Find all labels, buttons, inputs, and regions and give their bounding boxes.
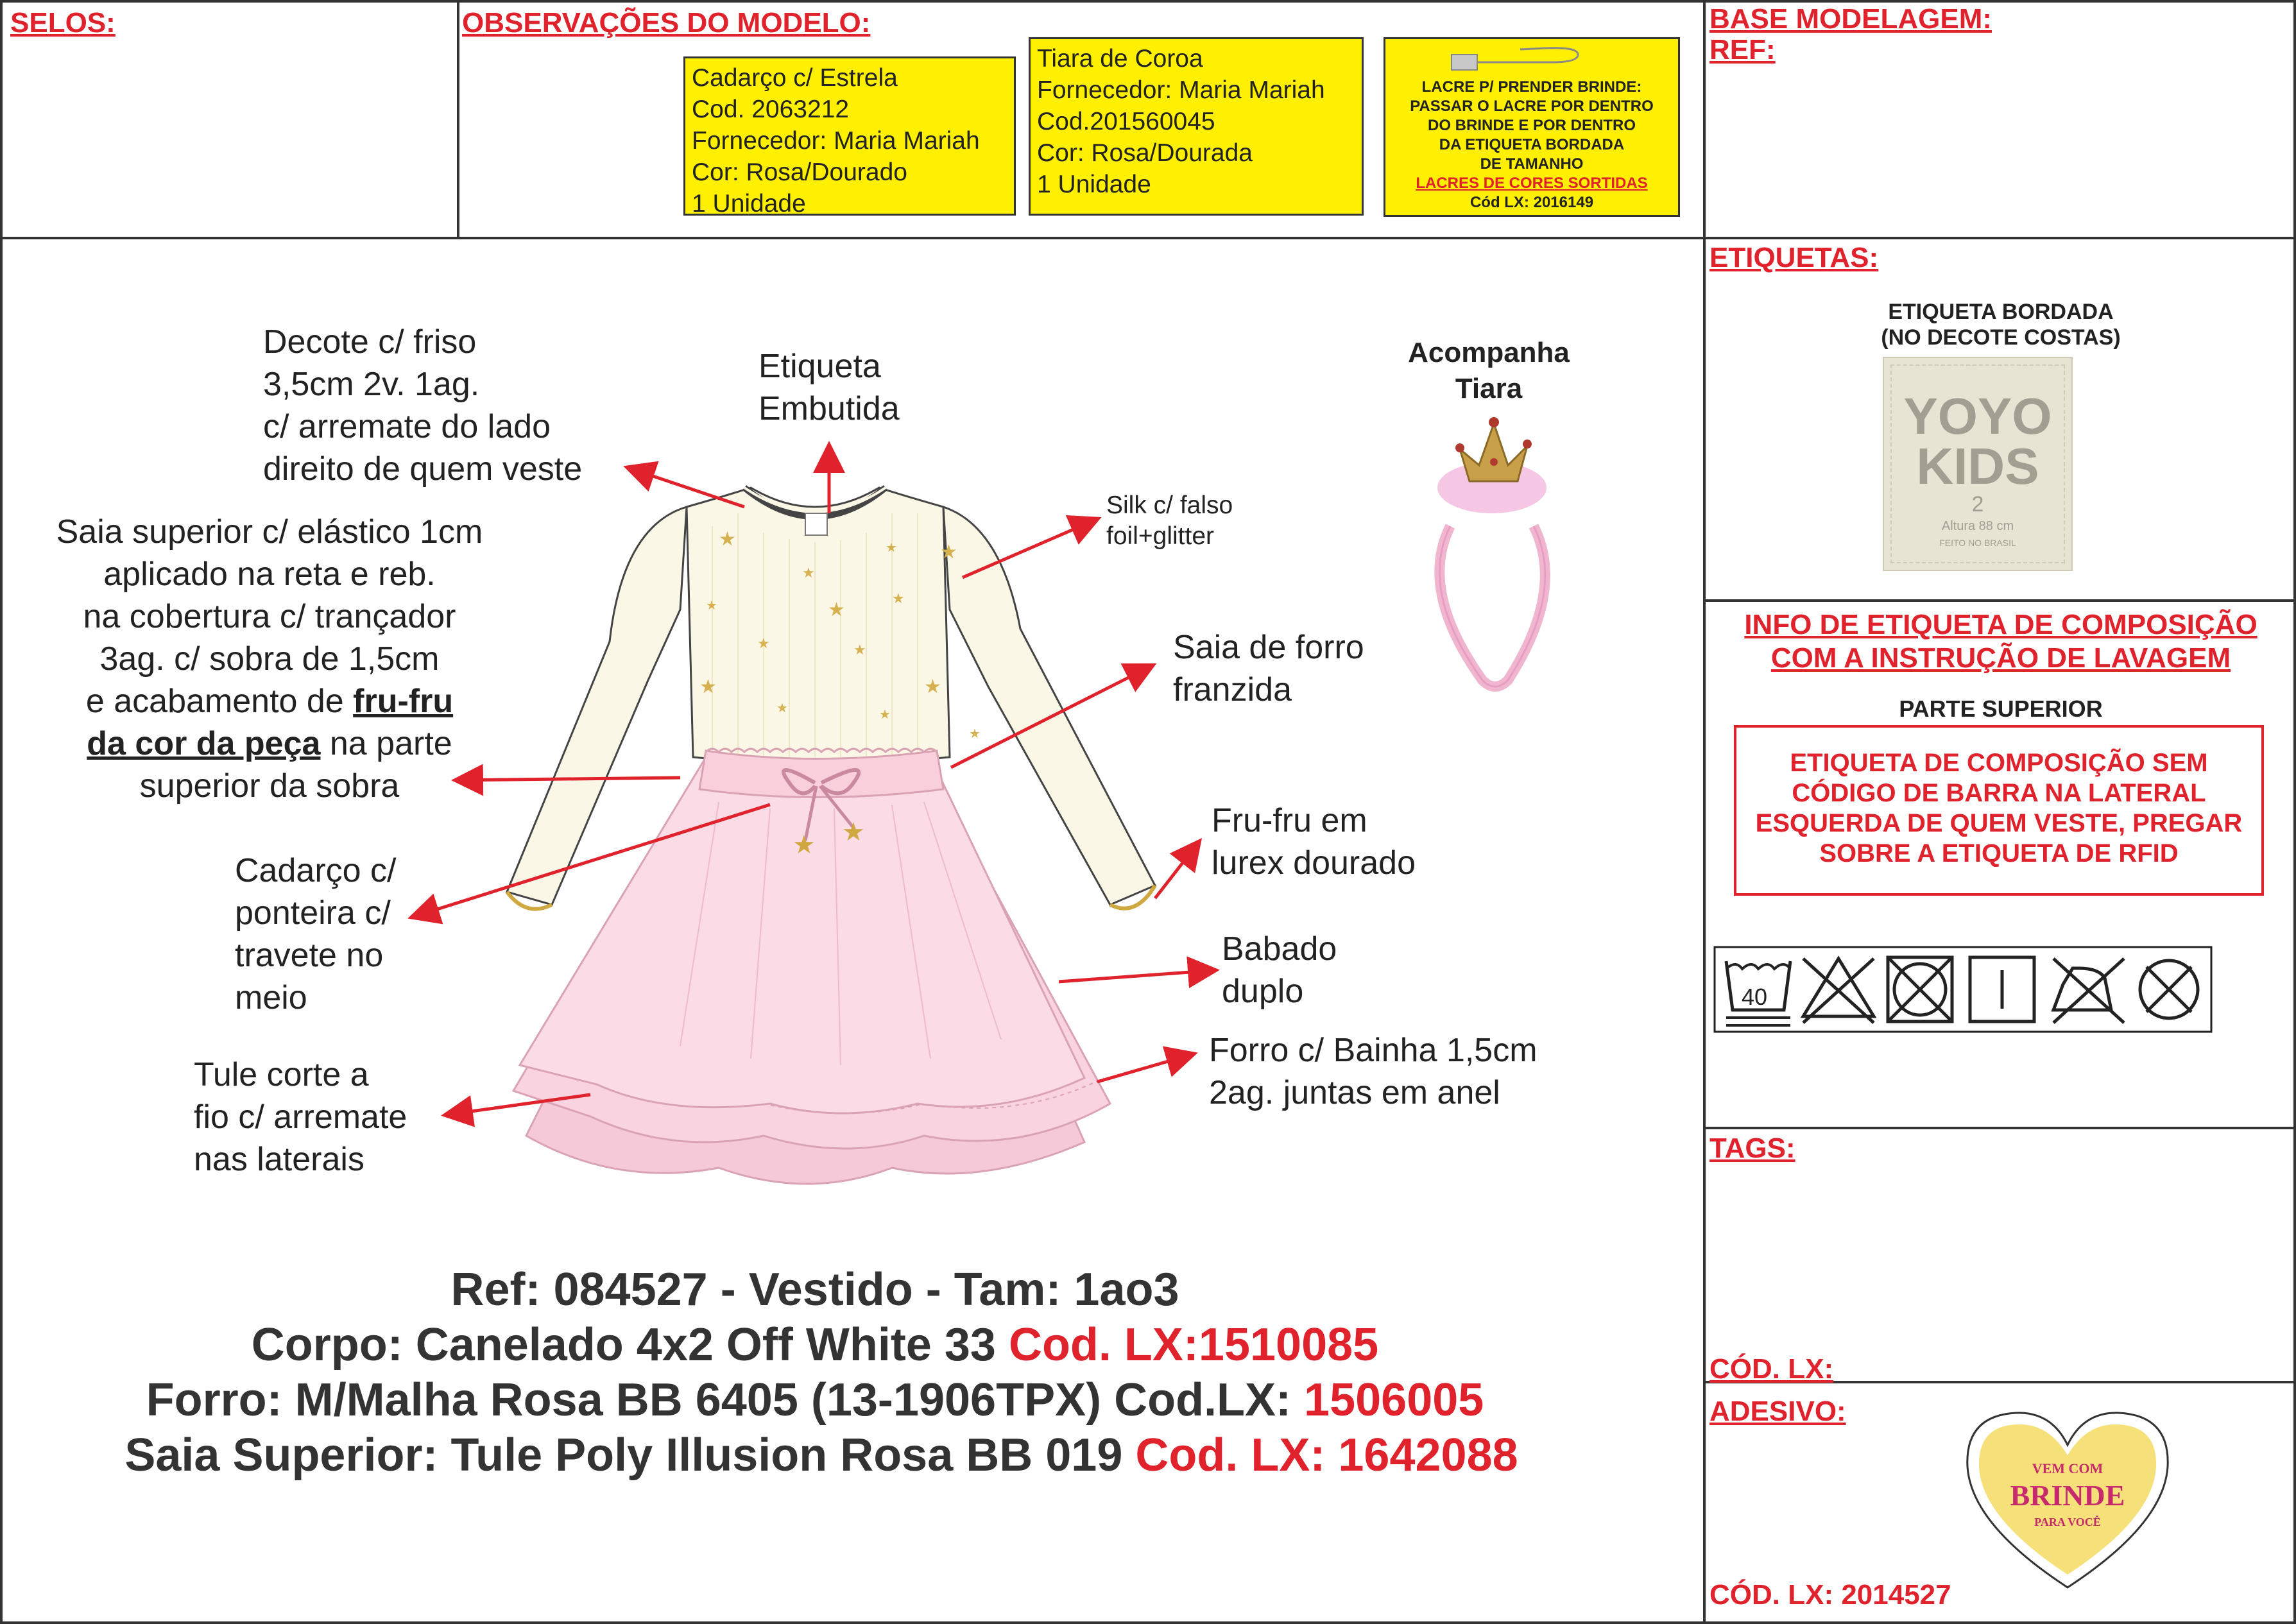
selos-header: SELOS:: [10, 7, 116, 38]
lacre-line: LACRE P/ PRENDER BRINDE:: [1421, 78, 1642, 96]
etiquetas-header: ETIQUETAS:: [1709, 242, 1879, 273]
cod-lx-header: CÓD. LX:: [1709, 1353, 1834, 1385]
no-bleach-icon: [1803, 959, 1874, 1023]
annotation-saia-superior: Saia superior c/ elástico 1cm aplicado na reta e reb. na cobertura c/ trançador 3ag. c/ sobra de 1,5cm e acabamento de fru-fru da cor da peça na parte superior da sobra: [56, 513, 483, 805]
lacre-line: DE TAMANHO: [1480, 155, 1584, 173]
arrow-tule: [444, 1095, 590, 1115]
observacoes-header: OBSERVAÇÕES DO MODELO:: [462, 7, 871, 38]
svg-text:★: ★: [940, 542, 957, 563]
tiara-note-line: Tiara de Coroa: [1037, 45, 1203, 73]
svg-text:★: ★: [892, 590, 905, 606]
annotation-saia-forro: Saia de forro franzida: [1173, 629, 1364, 708]
spec-ref: Ref: 084527 - Vestido - Tam: 1ao3: [450, 1264, 1179, 1315]
tiara-note-line: Cor: Rosa/Dourada: [1037, 139, 1253, 167]
svg-text:★: ★: [886, 541, 897, 555]
cadarco-note-line: Cor: Rosa/Dourado: [692, 158, 907, 186]
adesivo-cod: CÓD. LX: 2014527: [1709, 1579, 1951, 1611]
no-dry-clean-icon: [2140, 961, 2198, 1018]
cadarco-note-line: Fornecedor: Maria Mariah: [692, 127, 980, 155]
svg-text:★: ★: [776, 701, 788, 715]
lacre-line: PASSAR O LACRE POR DENTRO: [1410, 98, 1654, 115]
label-height: Altura 88 cm: [1941, 519, 2014, 533]
arrow-silk: [963, 518, 1099, 577]
svg-text:★: ★: [757, 635, 770, 651]
lacre-line-red: LACRES DE CORES SORTIDAS: [1416, 175, 1648, 192]
arrow-cadarco: [411, 805, 770, 918]
svg-text:★: ★: [792, 831, 816, 859]
annotation-acompanha: Acompanha Tiara: [1408, 337, 1570, 404]
spec-corpo: Corpo: Canelado 4x2 Off White 33 Cod. LX:1510085: [251, 1319, 1379, 1371]
ref-header: REF:: [1709, 34, 1776, 65]
label-size: 2: [1971, 492, 1984, 517]
wash-temp: 40: [1742, 984, 1768, 1010]
arrow-decote: [626, 467, 744, 507]
cadarco-note-line: 1 Unidade: [692, 190, 806, 218]
arrow-frufru: [1155, 841, 1200, 898]
annotation-decote: Decote c/ friso 3,5cm 2v. 1ag. c/ arremate do lado direito de quem veste: [263, 323, 583, 488]
brand-logo: YOYO KIDS: [1903, 388, 2052, 495]
tags-header: TAGS:: [1709, 1133, 1795, 1164]
composicao-box: ETIQUETA DE COMPOSIÇÃO SEM CÓDIGO DE BARRA NA LATERAL ESQUERDA DE QUEM VESTE, PREGAR SOBRE A ETIQUETA DE RFID: [1734, 725, 2264, 896]
arrow-saia-forro: [951, 665, 1154, 767]
annotation-babado: Babado duplo: [1222, 930, 1337, 1010]
info-composicao-header: INFO DE ETIQUETA DE COMPOSIÇÃO COM A INSTRUÇÃO DE LAVAGEM: [1744, 609, 2257, 674]
svg-text:★: ★: [828, 599, 845, 620]
base-modelagem-header: BASE MODELAGEM:: [1709, 3, 1992, 35]
etiqueta-bordada-caption: ETIQUETA BORDADA (NO DECOTE COSTAS): [1881, 300, 2121, 350]
sticker-top: VEM COM: [2032, 1460, 2103, 1476]
lacre-line: Cód LX: 2016149: [1469, 194, 1594, 211]
annotation-cadarco: Cadarço c/ ponteira c/ travete no meio: [235, 852, 397, 1016]
svg-text:★: ★: [802, 565, 815, 581]
svg-text:★: ★: [706, 599, 717, 613]
lacre-line: DO BRINDE E POR DENTRO: [1427, 117, 1636, 134]
sticker-bottom: PARA VOCÊ: [2034, 1516, 2101, 1528]
svg-text:★: ★: [699, 676, 717, 697]
woven-label: [1883, 357, 2073, 571]
svg-text:★: ★: [924, 676, 941, 697]
cadarco-note-line: Cod. 2063212: [692, 96, 850, 123]
adesivo-header: ADESIVO:: [1709, 1396, 1846, 1427]
tiara-note-line: Fornecedor: Maria Mariah: [1037, 76, 1325, 104]
svg-text:★: ★: [842, 818, 865, 846]
spec-saia-superior: Saia Superior: Tule Poly Illusion Rosa BB 019 Cod. LX: 1642088: [124, 1430, 1518, 1481]
lacre-line: DA ETIQUETA BORDADA: [1439, 136, 1625, 153]
no-tumble-dry-icon: [1888, 957, 1952, 1021]
wash-symbols: [1713, 946, 2214, 1033]
annotation-tule: Tule corte a fio c/ arremate nas laterais: [194, 1056, 407, 1178]
brinde-sticker: [1958, 1403, 2177, 1595]
annotation-forro-bainha: Forro c/ Bainha 1,5cm 2ag. juntas em anel: [1209, 1032, 1538, 1111]
tiara-note-line: Cod.201560045: [1037, 108, 1215, 135]
no-iron-icon: [2053, 959, 2124, 1023]
sticker-main: BRINDE: [2010, 1479, 2125, 1512]
arrow-babado: [1059, 970, 1217, 982]
line-dry-icon: [1970, 957, 2034, 1021]
arrow-forro-bainha: [1097, 1054, 1195, 1082]
svg-text:★: ★: [719, 529, 736, 550]
cadarco-note-line: Cadarço c/ Estrela: [692, 64, 898, 92]
annotation-etiqueta-embutida: Etiqueta Embutida: [758, 348, 900, 427]
svg-text:★: ★: [879, 708, 891, 722]
parte-superior-label: PARTE SUPERIOR: [1899, 696, 2103, 722]
spec-forro: Forro: M/Malha Rosa BB 6405 (13-1906TPX) Cod.LX: 1506005: [146, 1374, 1484, 1426]
label-origin: FEITO NO BRASIL: [1939, 538, 2016, 548]
tiara-note-line: 1 Unidade: [1037, 171, 1151, 198]
svg-text:★: ★: [853, 642, 866, 658]
annotation-frufru: Fru-fru em lurex dourado: [1212, 802, 1416, 882]
annotation-silk: Silk c/ falso foil+glitter: [1106, 491, 1233, 550]
svg-text:★: ★: [969, 727, 981, 741]
